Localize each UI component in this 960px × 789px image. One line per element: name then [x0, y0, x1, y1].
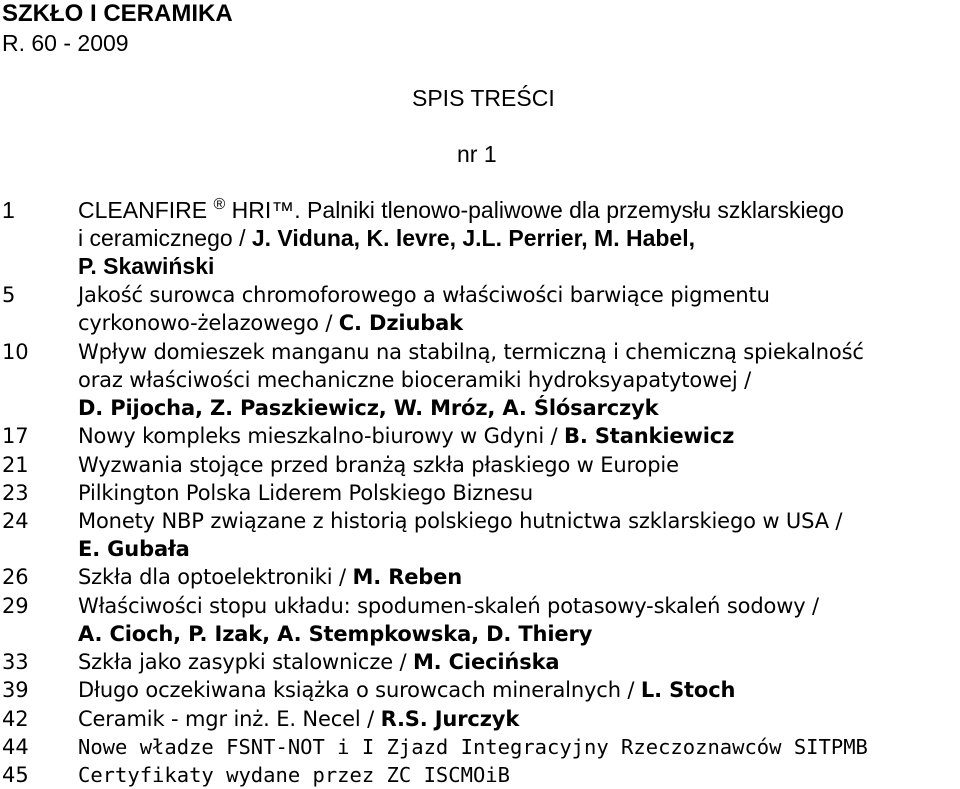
entry-title-part: Szkła jako zasypki stalownicze /	[78, 650, 413, 674]
page-number: 42	[2, 707, 29, 731]
entry-title: Nowe władze FSNT-NOT i I Zjazd Integracyjny Rzeczoznawców SITPMB	[78, 735, 868, 759]
page-number: 44	[2, 735, 29, 759]
page-number: 10	[2, 340, 29, 364]
entry-authors: R.S. Jurczyk	[380, 707, 520, 731]
entry-title-continued	[78, 224, 695, 252]
entry-authors: E. Gubała	[78, 537, 190, 561]
toc-heading: SPIS TREŚCI	[412, 85, 555, 111]
entry-title-part: Nowy kompleks mieszkalno-biurowy w Gdyni /	[78, 424, 564, 448]
entry-authors: D. Pijocha, Z. Paszkiewicz, W. Mróz, A. Ślósarczyk	[78, 396, 659, 420]
entry-authors: L. Stoch	[640, 678, 736, 702]
journal-issue: R. 60 - 2009	[2, 30, 129, 56]
entry-title: Certyfikaty wydane przez ZC ISCMOiB	[78, 763, 510, 787]
entry-title: Wyzwania stojące przed branżą szkła płaskiego w Europie	[78, 453, 679, 477]
page-number: 17	[2, 424, 29, 448]
entry-title: Właściwości stopu układu: spodumen-skaleń potasowy-skaleń sodowy /	[78, 594, 819, 618]
page-number: 1	[2, 197, 15, 223]
page-number: 5	[2, 283, 16, 307]
entry-authors: M. Reben	[352, 565, 463, 589]
page-number: 39	[2, 678, 29, 702]
entry-title-part: CLEANFIRE	[78, 197, 214, 223]
entry-title-part: cyrkonowo-żelazowego /	[78, 311, 339, 335]
page-number: 26	[2, 565, 29, 589]
page-number: 33	[2, 650, 29, 674]
entry-title	[78, 563, 462, 591]
entry-title-part: Ceramik - mgr inż. E. Necel /	[78, 707, 381, 731]
page-number: 23	[2, 481, 29, 505]
entry-title: Pilkington Polska Liderem Polskiego Biznesu	[78, 481, 534, 505]
entry-title-part: Długo oczekiwana książka o surowcach mineralnych /	[78, 678, 641, 702]
entry-title: Jakość surowca chromoforowego a właściwości barwiące pigmentu	[78, 283, 770, 307]
entry-title-part: i ceramicznego /	[78, 225, 252, 251]
entry-authors: B. Stankiewicz	[563, 424, 735, 448]
journal-title: SZKŁO I CERAMIKA	[2, 0, 233, 27]
entry-title: Monety NBP związane z historią polskiego hutnictwa szklarskiego w USA /	[78, 509, 843, 533]
entry-authors: C. Dziubak	[338, 311, 463, 335]
entry-title-continued: oraz właściwości mechaniczne bioceramiki hydroksyapatytowej /	[78, 368, 752, 392]
entry-authors: P. Skawiński	[78, 253, 215, 279]
registered-mark-icon: ®	[213, 196, 226, 213]
page-number: 29	[2, 594, 29, 618]
entry-authors: J. Viduna, K. levre, J.L. Perrier, M. Habel,	[251, 225, 696, 251]
page-number: 24	[2, 509, 29, 533]
entry-title-continued	[78, 309, 463, 337]
entry-authors: A. Cioch, P. Izak, A. Stempkowska, D. Thiery	[78, 622, 593, 646]
entry-authors: M. Ciecińska	[412, 650, 560, 674]
page-number: 21	[2, 453, 29, 477]
entry-title	[78, 705, 519, 733]
issue-number: nr 1	[457, 141, 497, 167]
entry-title-part: Szkła dla optoelektroniki /	[78, 565, 353, 589]
entry-title	[78, 422, 734, 450]
entry-title	[78, 648, 559, 676]
entry-title: Wpływ domieszek manganu na stabilną, termiczną i chemiczną spiekalność	[78, 340, 864, 364]
page-number: 45	[2, 763, 29, 787]
entry-title	[78, 676, 735, 704]
entry-title-part: HRI™. Palniki tlenowo-paliwowe dla przemysłu szklarskiego	[225, 197, 844, 223]
